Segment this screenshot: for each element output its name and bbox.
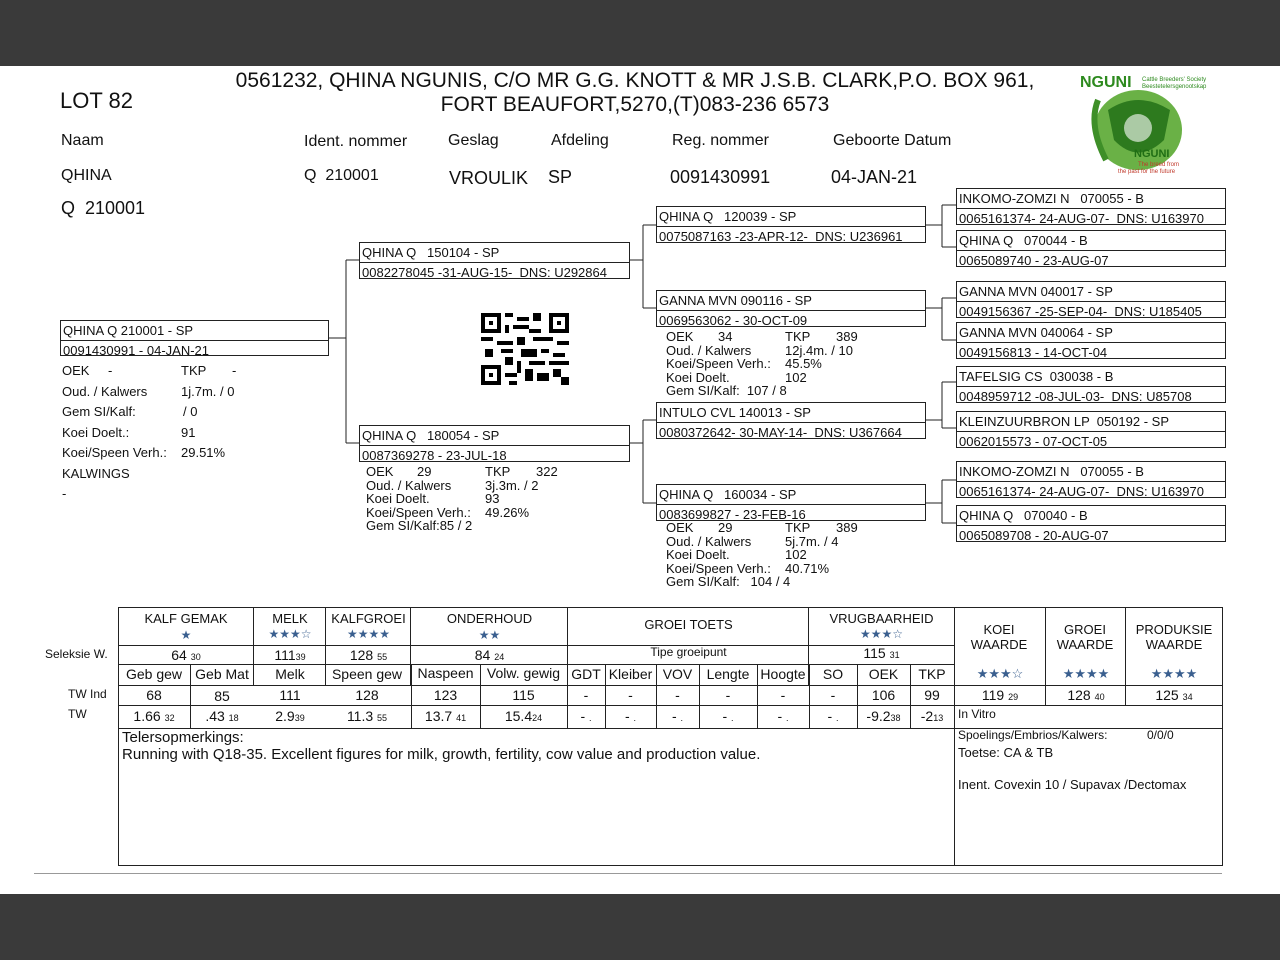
th-onderhoud: ONDERHOUD bbox=[446, 611, 533, 626]
col-gdt: GDT bbox=[571, 666, 601, 682]
ggp-line-1: TAFELSIG CS 030038 - B bbox=[959, 369, 1114, 384]
tw-cell bbox=[699, 708, 757, 724]
tw-cell bbox=[605, 708, 656, 724]
oud-value: 1j.7m. / 0 bbox=[181, 383, 235, 399]
accuracy: . bbox=[836, 713, 839, 723]
ggp-line-2: 0048959712 -08-JUL-03- DNS: U85708 bbox=[959, 389, 1192, 404]
logo-tagline-1: The breed from bbox=[1138, 162, 1180, 168]
value: 15.4 bbox=[504, 708, 533, 724]
oek-label: OEK bbox=[62, 363, 90, 378]
header-naam: Naam bbox=[61, 132, 104, 149]
ds-line-1: INTULO CVL 140013 - SP bbox=[659, 405, 811, 420]
sd-line-1: GANNA MVN 090116 - SP bbox=[659, 293, 812, 308]
header-geslag: Geslag bbox=[448, 132, 499, 149]
tw-cell bbox=[254, 708, 326, 724]
gem-value: Gem SI/Kalf: 104 / 4 bbox=[666, 574, 791, 589]
value: - bbox=[580, 708, 586, 724]
stars-kalfgroei: ★★★★ bbox=[346, 627, 391, 641]
th-groei-toets: GROEI TOETS bbox=[644, 617, 733, 632]
ds-line-2: 0080372642- 30-MAY-14- DNS: U367664 bbox=[659, 425, 902, 440]
value: 1.66 bbox=[133, 708, 161, 724]
accuracy: 55 bbox=[377, 652, 388, 662]
gem-label: Gem SI/Kalf: bbox=[62, 404, 136, 419]
groei-waarde-value bbox=[1046, 687, 1126, 703]
ggp-line-1: INKOMO-ZOMZI N 070055 - B bbox=[959, 464, 1144, 479]
owner-line-1: 0561232, QHINA NGUNIS, C/O MR G.G. KNOTT & MR J.S.B. CLARK,P.O. BOX 961, bbox=[235, 69, 1035, 92]
value: 119 bbox=[981, 687, 1005, 703]
spoelings-value: 0/0/0 bbox=[1147, 728, 1174, 742]
dam-line-1: QHINA Q 180054 - SP bbox=[362, 428, 500, 443]
accuracy: . bbox=[731, 713, 734, 723]
value: -2 bbox=[920, 708, 934, 724]
value: - bbox=[827, 708, 833, 724]
col-geb-gew: Geb gew bbox=[125, 666, 183, 682]
subject-line-1: QHINA Q 210001 - SP bbox=[63, 323, 194, 338]
tw-cell bbox=[480, 708, 567, 724]
col-melk: Melk bbox=[275, 666, 305, 682]
col-hoogte: Hoogte bbox=[760, 666, 806, 682]
ggp-line-2: 0065161374- 24-AUG-07- DNS: U163970 bbox=[959, 484, 1204, 499]
sire-line-2: 0082278045 -31-AUG-15- DNS: U292864 bbox=[362, 265, 607, 280]
stars-koei-waarde: ★★★☆ bbox=[976, 666, 1024, 681]
tw-ind-cell: 123 bbox=[433, 687, 458, 703]
value: 64 bbox=[171, 647, 187, 663]
ggp-line-2: 0062015573 - 07-OCT-05 bbox=[959, 434, 1108, 449]
kalwings-label: KALWINGS bbox=[62, 465, 130, 481]
koei-label: Koei Doelt. bbox=[366, 491, 430, 506]
ggp-line-2: 0049156813 - 14-OCT-04 bbox=[959, 345, 1108, 360]
ggp-line-1: GANNA MVN 040064 - SP bbox=[959, 325, 1113, 340]
ggp-line-1: INKOMO-ZOMZI N 070055 - B bbox=[959, 191, 1144, 206]
accuracy: 32 bbox=[164, 713, 175, 723]
speen-label: Koei/Speen Verh.: bbox=[666, 560, 771, 576]
oud-value: 12j.4m. / 10 bbox=[785, 342, 853, 358]
logo-name: NGUNI bbox=[1080, 74, 1132, 91]
ggp-line-1: KLEINZUURBRON LP 050192 - SP bbox=[959, 414, 1170, 429]
ss-line-1: QHINA Q 120039 - SP bbox=[659, 209, 797, 224]
speen-value: 29.51% bbox=[181, 445, 226, 460]
tw-ind-cell: - bbox=[628, 687, 633, 703]
oek-label: OEK bbox=[666, 329, 694, 344]
logo-tagline-2: the past for the future bbox=[1118, 169, 1176, 175]
value: -9.2 bbox=[866, 708, 891, 724]
ggp-line-1: GANNA MVN 040017 - SP bbox=[959, 284, 1113, 299]
tw-ind-cell: 106 bbox=[871, 687, 896, 703]
col-geb-mat: Geb Mat bbox=[195, 666, 249, 682]
seleksie-tipe: Tipe groeipunt bbox=[650, 645, 727, 659]
oek-value: 29 bbox=[417, 464, 432, 479]
speen-label: Koei/Speen Verh.: bbox=[366, 504, 471, 520]
col-oek: OEK bbox=[868, 666, 899, 682]
ggp-line-1: QHINA Q 070040 - B bbox=[959, 508, 1088, 523]
owner-line-2: FORT BEAUFORT,5270,(T)083-236 6573 bbox=[440, 93, 830, 116]
koei-value: 91 bbox=[181, 424, 196, 440]
logo-small-name: NGUNI bbox=[1134, 148, 1170, 160]
accuracy: 24 bbox=[494, 652, 505, 662]
seleksie-kalf-gemak bbox=[118, 647, 254, 663]
accuracy: . bbox=[633, 713, 637, 723]
accuracy: . bbox=[786, 713, 789, 723]
gem-value: / 0 bbox=[183, 404, 198, 419]
value: 13.7 bbox=[424, 708, 453, 724]
tw-cell bbox=[411, 708, 480, 724]
dam-line-2: 0087369278 - 23-JUL-18 bbox=[362, 448, 507, 463]
ggp-line-1: QHINA Q 070044 - B bbox=[959, 233, 1088, 248]
oek-label: OEK bbox=[366, 464, 394, 479]
dd-line-1: QHINA Q 160034 - SP bbox=[659, 487, 797, 502]
value: 84 bbox=[474, 647, 491, 663]
tkp-value: 389 bbox=[836, 329, 858, 344]
seleksie-onderhoud bbox=[411, 647, 568, 663]
header-geboorte: Geboorte Datum bbox=[833, 132, 952, 149]
value: - bbox=[777, 708, 783, 724]
col-kleiber: Kleiber bbox=[608, 666, 653, 682]
speen-value: 49.26% bbox=[485, 504, 530, 520]
remarks-label: Telersopmerkings: bbox=[122, 729, 244, 746]
col-tkp: TKP bbox=[918, 666, 946, 682]
spoelings-label: Spoelings/Embrios/Kalwers: bbox=[958, 728, 1108, 742]
logo-society-2: Beestetelersgenootskap bbox=[1142, 84, 1207, 90]
tw-ind-cell: - bbox=[675, 687, 680, 703]
koei-waarde-value bbox=[955, 687, 1045, 703]
accuracy: 18 bbox=[228, 713, 239, 723]
accuracy: 41 bbox=[456, 713, 467, 723]
seleksie-melk bbox=[254, 647, 326, 663]
value: - bbox=[722, 708, 728, 724]
oud-value: 5j.7m. / 4 bbox=[785, 533, 839, 549]
tw-cell bbox=[757, 708, 809, 724]
stars-kalf-gemak: ★ bbox=[180, 628, 192, 642]
lot-number: LOT 82 bbox=[60, 88, 133, 113]
value: 11.3 bbox=[346, 708, 374, 724]
tkp-label: TKP bbox=[785, 520, 811, 535]
col-speen-gew: Speen gew bbox=[331, 666, 403, 682]
tw-cell bbox=[322, 708, 412, 724]
stars-produksie-waarde: ★★★★ bbox=[1150, 666, 1198, 681]
koei-label: Koei Doelt. bbox=[666, 369, 730, 385]
animal-reg: 0091430991 bbox=[670, 167, 771, 187]
koei-value: 102 bbox=[785, 369, 807, 385]
header-ident: Ident. nommer bbox=[304, 133, 408, 150]
animal-naam: QHINA bbox=[61, 167, 112, 184]
tkp-label: TKP bbox=[181, 363, 207, 378]
oud-label: Oud. / Kalwers bbox=[366, 477, 452, 493]
koei-label: Koei Doelt. bbox=[666, 547, 730, 562]
tw-ind-cell: 128 bbox=[355, 687, 379, 703]
animal-big-id: Q 210001 bbox=[61, 198, 146, 218]
kalwings-value: - bbox=[62, 486, 67, 501]
tw-ind-label: TW Ind bbox=[68, 687, 107, 701]
stars-onderhoud: ★★ bbox=[478, 628, 501, 642]
value: 128 bbox=[349, 647, 374, 663]
tkp-label: TKP bbox=[485, 464, 511, 479]
ggp-line-2: 0065089708 - 20-AUG-07 bbox=[959, 528, 1109, 543]
seleksie-kalfgroei bbox=[326, 647, 411, 663]
oek-value: 29 bbox=[718, 520, 733, 535]
koei-label: Koei Doelt.: bbox=[62, 424, 130, 440]
header-reg: Reg. nommer bbox=[672, 132, 769, 149]
value: 115 bbox=[863, 645, 886, 661]
oek-value: - bbox=[108, 363, 113, 378]
gem-value: Gem SI/Kalf: 107 / 8 bbox=[666, 383, 787, 398]
tkp-label: TKP bbox=[785, 329, 811, 344]
tw-cell bbox=[809, 708, 857, 724]
th-groei-waarde: GROEI WAARDE bbox=[1056, 622, 1114, 652]
accuracy: 30 bbox=[190, 652, 201, 662]
th-vrugbaarheid: VRUGBAARHEID bbox=[829, 611, 934, 626]
accuracy: 39 bbox=[294, 713, 305, 723]
tw-cell bbox=[567, 708, 605, 724]
tkp-value: 322 bbox=[536, 464, 558, 479]
tw-ind-cell: - bbox=[725, 687, 731, 703]
sd-line-2: 0069563062 - 30-OCT-09 bbox=[659, 313, 808, 328]
value: - bbox=[624, 708, 630, 724]
ggp-line-2: 0065161374- 24-AUG-07- DNS: U163970 bbox=[959, 211, 1204, 226]
tkp-value: - bbox=[232, 363, 237, 378]
col-volw-gewig: Volw. gewig bbox=[486, 665, 561, 681]
tw-ind-cell: 68 bbox=[146, 687, 162, 703]
animal-ident: Q 210001 bbox=[304, 167, 379, 184]
speen-value: 45.5% bbox=[785, 356, 822, 371]
footer-rule bbox=[34, 873, 1222, 874]
remarks-text: Running with Q18-35. Excellent figures for milk, growth, fertility, cow value and production value. bbox=[122, 746, 761, 763]
speen-value: 40.71% bbox=[785, 560, 830, 576]
th-kalfgroei: KALFGROEI bbox=[331, 611, 406, 626]
in-vitro-label: In Vitro bbox=[958, 707, 996, 721]
value: 125 bbox=[1155, 687, 1179, 703]
stars-vrugbaarheid: ★★★☆ bbox=[859, 627, 904, 641]
col-so: SO bbox=[822, 666, 844, 682]
tw-label: TW bbox=[68, 707, 87, 721]
tw-ind-cell: - bbox=[780, 687, 786, 703]
value: 128 bbox=[1067, 687, 1091, 703]
accuracy: 55 bbox=[377, 713, 388, 723]
col-lengte: Lengte bbox=[706, 666, 750, 682]
tw-ind-cell: 115 bbox=[512, 687, 535, 703]
tw-cell bbox=[857, 708, 910, 724]
toetse-text: Toetse: CA & TB bbox=[958, 745, 1054, 760]
tw-ind-cell: 99 bbox=[924, 687, 940, 703]
th-melk: MELK bbox=[272, 611, 308, 626]
value: 111 bbox=[274, 647, 296, 663]
th-koei-waarde: KOEI WAARDE bbox=[970, 622, 1028, 652]
tw-ind-cell: 111 bbox=[279, 687, 301, 703]
seleksie-vrug bbox=[809, 645, 954, 661]
sire-line-1: QHINA Q 150104 - SP bbox=[362, 245, 500, 260]
oud-label: Oud. / Kalwers bbox=[62, 383, 148, 399]
th-kalf-gemak: KALF GEMAK bbox=[144, 611, 228, 626]
accuracy: 13 bbox=[933, 713, 944, 723]
ggp-line-2: 0049156367 -25-SEP-04- DNS: U185405 bbox=[959, 304, 1202, 319]
speen-label: Koei/Speen Verh.: bbox=[666, 356, 771, 371]
th-produksie-waarde: PRODUKSIE WAARDE bbox=[1135, 622, 1213, 652]
logo-society-1: Cattle Breeders' Society bbox=[1142, 77, 1207, 83]
accuracy: . bbox=[680, 713, 684, 723]
col-naspeen: Naspeen bbox=[417, 665, 474, 681]
tw-cell bbox=[656, 708, 699, 724]
accuracy: 31 bbox=[889, 650, 900, 660]
animal-afdeling: SP bbox=[548, 167, 573, 187]
oud-label: Oud. / Kalwers bbox=[666, 342, 752, 358]
animal-geslag: VROULIK bbox=[449, 168, 529, 188]
tw-cell bbox=[118, 708, 190, 724]
accuracy: 40 bbox=[1094, 692, 1105, 702]
accuracy: 38 bbox=[890, 713, 901, 723]
tw-cell bbox=[910, 708, 954, 724]
accuracy: . bbox=[589, 713, 592, 723]
koei-value: 93 bbox=[485, 491, 500, 506]
seleksie-label: Seleksie W. bbox=[45, 647, 108, 661]
ss-line-2: 0075087163 -23-APR-12- DNS: U236961 bbox=[659, 229, 903, 244]
tw-ind-cell: 85 bbox=[214, 688, 230, 704]
inent-text: Inent. Covexin 10 / Supavax /Dectomax bbox=[958, 777, 1187, 792]
speen-label: Koei/Speen Verh.: bbox=[62, 445, 167, 460]
gem-value: Gem SI/Kalf:85 / 2 bbox=[366, 518, 473, 533]
value: - bbox=[671, 708, 677, 724]
tw-ind-cell: - bbox=[830, 687, 836, 703]
value: .43 bbox=[205, 708, 225, 724]
accuracy: 34 bbox=[1182, 692, 1193, 702]
header-afdeling: Afdeling bbox=[551, 132, 609, 149]
tw-ind-cell: - bbox=[583, 687, 589, 703]
col-vov: VOV bbox=[662, 666, 693, 682]
ggp-line-2: 0065089740 - 23-AUG-07 bbox=[959, 253, 1109, 268]
tw-cell bbox=[190, 708, 254, 724]
subject-line-2: 0091430991 - 04-JAN-21 bbox=[63, 343, 209, 358]
oek-value: 34 bbox=[718, 329, 733, 344]
accuracy: 39 bbox=[295, 652, 306, 662]
accuracy: 29 bbox=[1008, 692, 1019, 702]
stars-groei-waarde: ★★★★ bbox=[1062, 666, 1110, 681]
value: 2.9 bbox=[275, 708, 295, 724]
dd-line-2: 0083699827 - 23-FEB-16 bbox=[659, 507, 806, 522]
koei-value: 102 bbox=[785, 547, 807, 562]
animal-geboorte: 04-JAN-21 bbox=[831, 167, 918, 187]
produksie-waarde-value bbox=[1126, 687, 1222, 703]
accuracy: 24 bbox=[532, 713, 543, 723]
stars-melk: ★★★☆ bbox=[268, 627, 312, 641]
oud-label: Oud. / Kalwers bbox=[666, 533, 752, 549]
oek-label: OEK bbox=[666, 520, 694, 535]
oud-value: 3j.3m. / 2 bbox=[485, 477, 539, 493]
tkp-value: 389 bbox=[836, 520, 858, 535]
